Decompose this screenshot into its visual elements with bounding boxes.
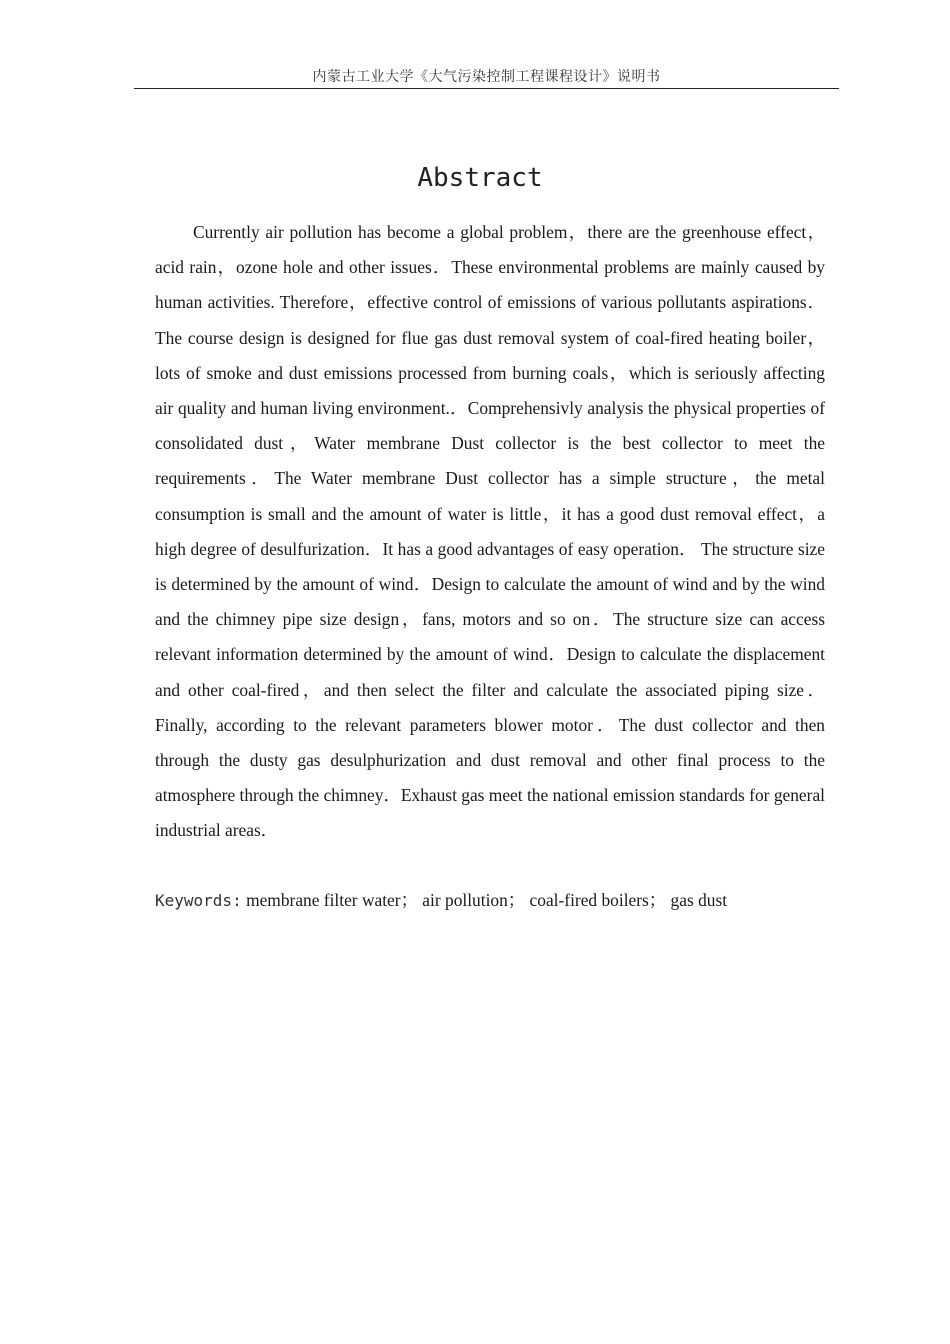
page-header: 内蒙古工业大学《大气污染控制工程课程设计》说明书	[312, 69, 661, 85]
keywords-values: membrane filter water； air pollution； coal-fired boilers； gas dust	[246, 890, 728, 910]
abstract-title: Abstract	[417, 163, 543, 193]
header-divider	[134, 88, 839, 89]
keywords-line	[155, 883, 835, 918]
abstract-body: Currently air pollution has become a global problem，there are the greenhouse effect，acid rain，ozone hole and other issues．These environmental problems are mainly caused by human activities. Therefore，effective control of emissions of various pollutants aspirations．The course design is designed for flue gas dust removal system of coal-fired heating boiler，lots of smoke and dust emissions processed from burning coals，which is seriously affecting air quality and human living environment.．Comprehensivly analysis the physical properties of consolidated dust，Water membrane Dust collector is the best collector to meet the requirements．The Water membrane Dust collector has a simple structure，the metal consumption is small and the amount of water is little，it has a good dust removal effect，a high degree of desulfurization．It has a good advantages of easy operation． The structure size is determined by the amount of wind．Design to calculate the amount of wind and by the wind and the chimney pipe size design，fans, motors and so on．The structure size can access relevant information determined by the amount of wind．Design to calculate the displacement and other coal-fired，and then select the filter and calculate the associated piping size． Finally, according to the relevant parameters blower motor．The dust collector and then through the dusty gas desulphurization and dust removal and other final process to the atmosphere through the chimney．Exhaust gas meet the national emission standards for general industrial areas．	[155, 222, 825, 841]
keywords-label: Keywords:	[155, 891, 242, 910]
